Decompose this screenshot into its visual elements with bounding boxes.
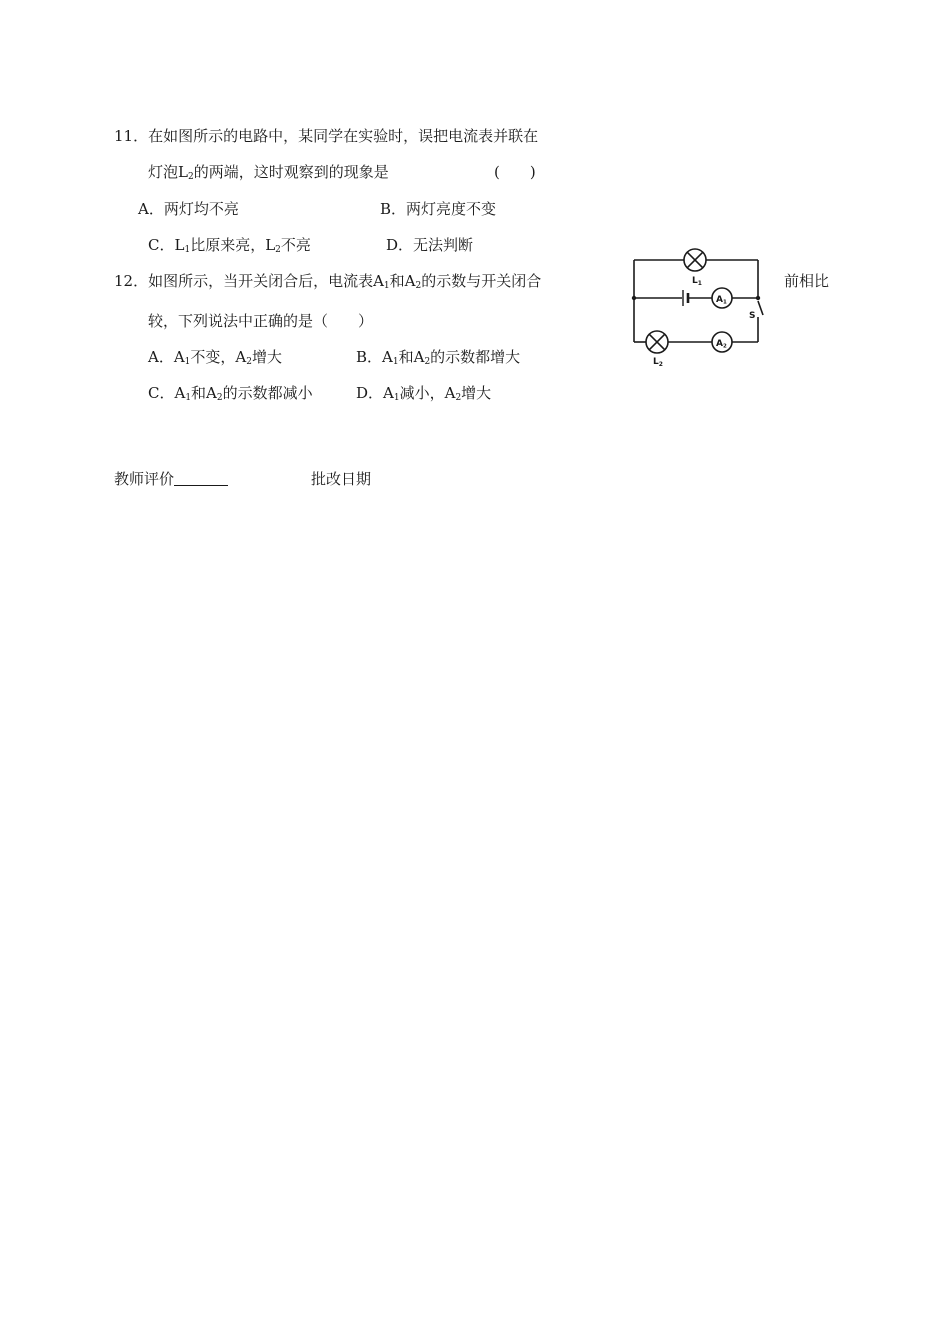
q11-option-d: D．无法判断 (386, 236, 474, 254)
q12-option-c-post: 的示数都减小 (222, 384, 313, 402)
q12-line1-tail: 前相比 (784, 272, 830, 290)
q12-option-c-pre: C．A (148, 384, 186, 402)
switch-label: S (749, 311, 756, 321)
q11-option-c (148, 235, 311, 255)
q12-line1-pre: 12．如图所示，当开关闭合后，电流表A (114, 272, 384, 290)
q11-option-c-pre: C．L (148, 236, 185, 254)
q11-option-c-post: 不亮 (280, 236, 311, 254)
lamp-l2-label: $L_2$ (653, 357, 663, 368)
lamp-l1-label: $L_1$ (692, 276, 702, 287)
q12-option-b (356, 347, 520, 367)
q11-line2 (148, 162, 389, 182)
q11-option-a: A．两灯均不亮 (138, 200, 239, 218)
q12-option-a-sub2: 2 (246, 357, 252, 367)
ammeter-a2-icon (712, 332, 732, 352)
q11-line2-sub: 2 (187, 172, 194, 182)
q12-option-d-mid: 减小，A (399, 384, 456, 402)
svg-text:A2: A2 (716, 339, 727, 350)
q11-option-c-mid: 比原来亮，L (190, 236, 276, 254)
q11-answer-paren: ( ) (494, 163, 536, 181)
q12-option-a-sub1: 1 (184, 357, 191, 367)
ammeter-a1-icon (712, 288, 732, 308)
q12-option-b-post: 的示数都增大 (430, 348, 521, 366)
teacher-evaluation-blank[interactable] (174, 471, 228, 486)
q12-line1-sub1: 1 (383, 281, 390, 291)
q12-line1-sub2: 2 (415, 281, 422, 291)
q11-line2-post: 的两端，这时观察到的现象是 (193, 163, 389, 181)
q12-line2: 较，下列说法中正确的是（ ） (148, 312, 374, 330)
circuit-diagram (628, 243, 774, 369)
svg-text:A1: A1 (716, 295, 727, 306)
q12-line1-mid: 和A (389, 272, 416, 290)
q12-option-b-pre: B．A (356, 348, 393, 366)
q12-option-d-sub2: 2 (455, 393, 462, 403)
q12-option-d-sub1: 1 (393, 393, 400, 403)
q12-option-b-sub1: 1 (392, 357, 399, 367)
q12-option-d (356, 383, 491, 403)
q11-option-b: B．两灯亮度不变 (380, 200, 497, 218)
q12-option-a-pre: A．A (148, 348, 185, 366)
q11-option-c-sub1: 1 (184, 245, 191, 255)
q12-option-c-sub1: 1 (185, 393, 192, 403)
q11-option-c-sub2: 2 (275, 245, 281, 255)
teacher-evaluation-label: 教师评价 (114, 470, 175, 488)
q12-option-c-mid: 和A (191, 384, 217, 402)
teacher-evaluation (114, 469, 228, 489)
junction-left (632, 296, 636, 300)
q11-line2-pre: 灯泡L (148, 163, 188, 181)
q12-option-a-mid: 不变，A (190, 348, 247, 366)
grading-date: 批改日期 (311, 470, 372, 488)
q12-line1-post: 的示数与开关闭合 (421, 272, 542, 290)
q12-option-c (148, 383, 313, 403)
q11-line1: 11．在如图所示的电路中，某同学在实验时，误把电流表并联在 (114, 127, 539, 145)
switch-arm (758, 301, 763, 315)
q12-option-a (148, 347, 282, 367)
lamp-l1-icon (684, 249, 706, 271)
battery-icon (683, 290, 688, 306)
q12-option-c-sub2: 2 (216, 393, 223, 403)
junction-right (756, 296, 760, 300)
q12-option-b-sub2: 2 (424, 357, 431, 367)
lamp-l2-icon (646, 331, 668, 353)
q12-option-d-pre: D．A (356, 384, 394, 402)
q12-option-a-post: 增大 (251, 348, 282, 366)
q12-line1 (114, 271, 541, 291)
q12-option-d-post: 增大 (461, 384, 492, 402)
q12-option-b-mid: 和A (398, 348, 425, 366)
